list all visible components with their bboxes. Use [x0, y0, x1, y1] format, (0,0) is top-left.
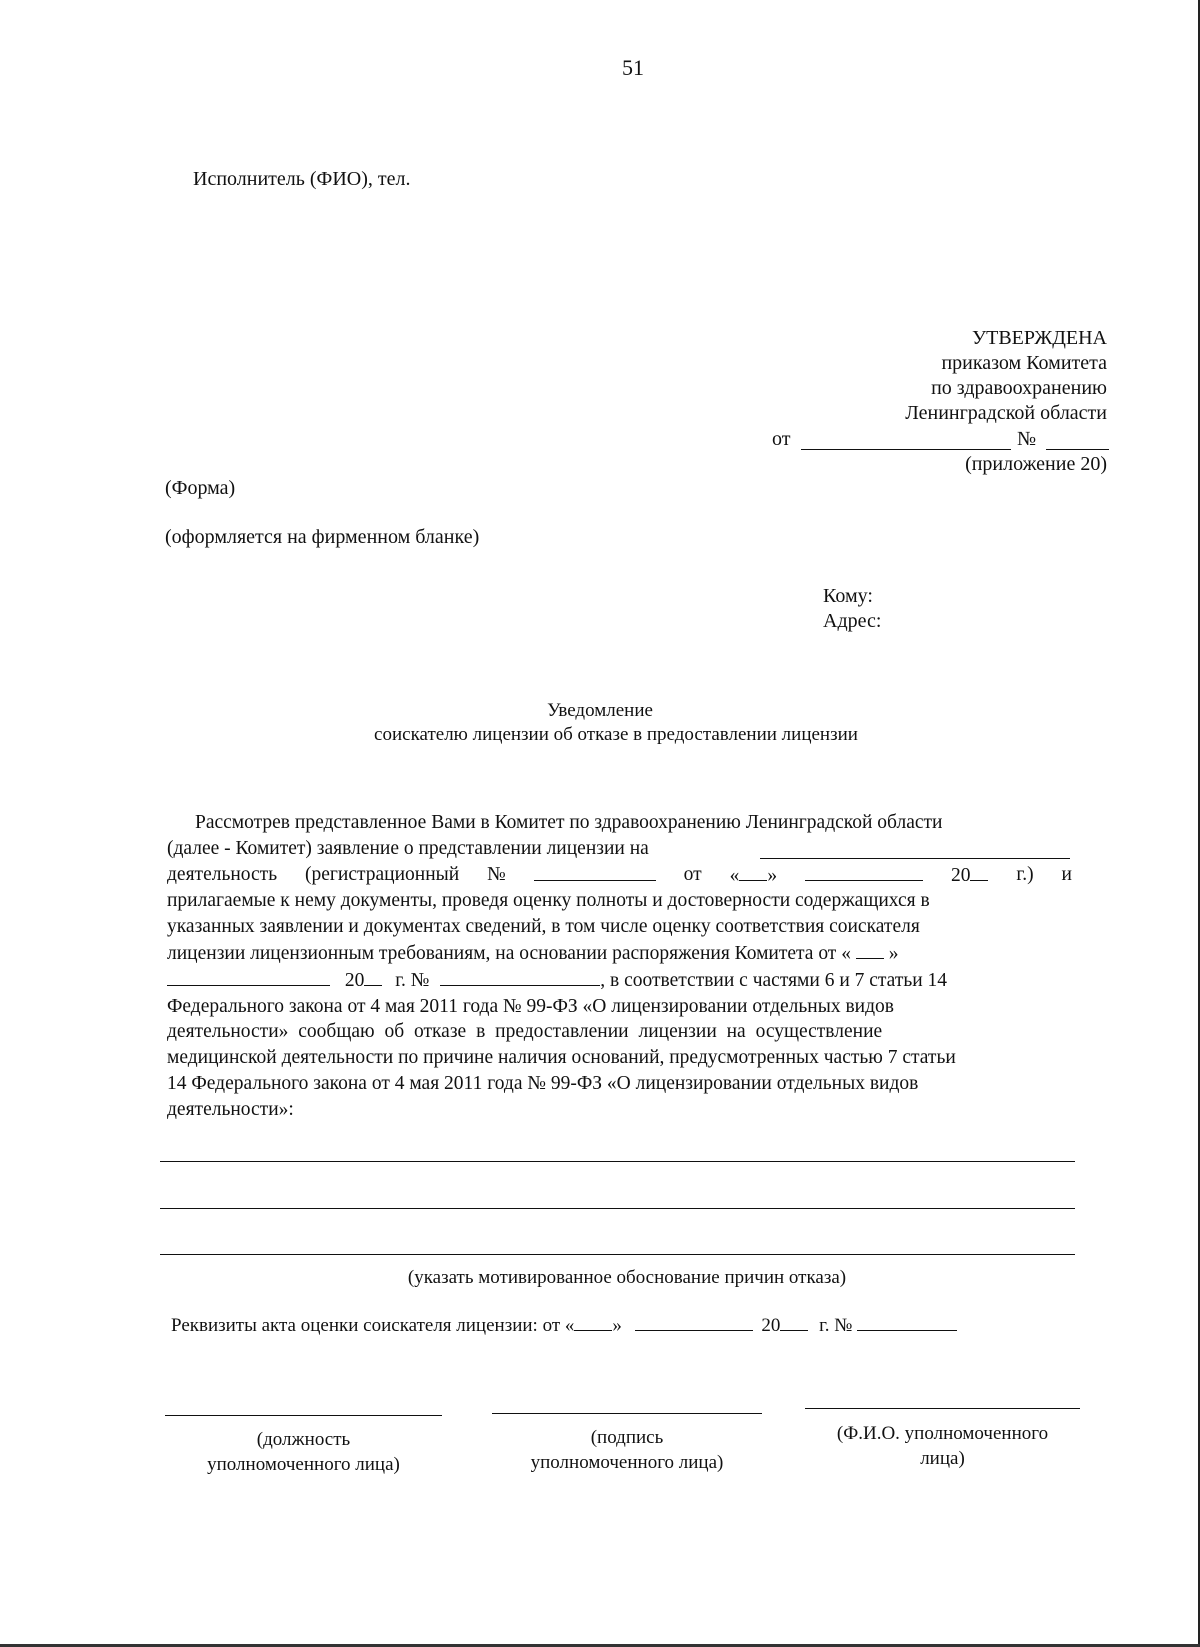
act-number-label: г. №	[819, 1315, 853, 1336]
form-label: (Форма)	[165, 477, 236, 499]
body-line-6-text: лицензии лицензионным требованиям, на основании распоряжения Комитета от «	[167, 942, 851, 964]
body-line-9: деятельности» сообщаю об отказе в предоставлении лицензии на осуществление	[167, 1021, 883, 1043]
body-line-2-text: (далее - Комитет) заявление о представлении лицензии на	[167, 837, 649, 859]
act-month-blank	[635, 1312, 753, 1331]
reason-line-3	[160, 1254, 1075, 1255]
body-paragraph	[167, 810, 1072, 1123]
body-line-10: медицинской деятельности по причине наличия оснований, предусмотренных частью 7 статьи	[167, 1047, 956, 1069]
body-line-11: 14 Федерального закона от 4 мая 2011 года № 99-ФЗ «О лицензировании отдельных видов	[167, 1072, 919, 1094]
body-line-1: Рассмотрев представленное Вами в Комитет по здравоохранению Ленинградской области	[195, 812, 943, 833]
signature-position-label-1: (должность	[256, 1429, 351, 1450]
heading-subtitle: соискателю лицензии об отказе в предоставлении лицензии	[374, 724, 858, 745]
act-line	[171, 1312, 957, 1338]
approval-date-blank	[801, 449, 1011, 450]
body-line-3-d: от	[683, 863, 702, 885]
body-line-3-g: 20	[950, 864, 971, 886]
body-line-3-i: и	[1061, 863, 1072, 885]
body-line-6	[167, 940, 1072, 967]
body-line-3	[167, 862, 1072, 889]
body-line-3-f: »	[767, 864, 778, 886]
signature-sign-line	[492, 1413, 762, 1414]
recipient-to: Кому:	[823, 585, 873, 607]
executor-line: Исполнитель (ФИО), тел.	[193, 168, 411, 190]
body-line-3-c: №	[487, 863, 506, 885]
signature-name-line	[805, 1408, 1080, 1409]
body-line-4: прилагаемые к нему документы, проведя оценку полноты и достоверности содержащихся в	[167, 890, 930, 912]
order-number-blank	[440, 967, 600, 986]
act-year-blank	[780, 1312, 808, 1331]
body-line-8: Федерального закона от 4 мая 2011 года № 99-ФЗ «О лицензировании отдельных видов	[167, 995, 894, 1017]
application-month-blank	[805, 862, 923, 881]
approval-line-1: приказом Комитета	[941, 352, 1107, 374]
approval-line-2: по здравоохранению	[931, 377, 1107, 399]
order-year-blank	[364, 967, 382, 986]
signature-position-line	[165, 1415, 442, 1416]
act-day-blank	[574, 1312, 612, 1331]
signature-sign-label-2: уполномоченного лица)	[530, 1452, 724, 1473]
body-line-7-c: , в соответствии с частями 6 и 7 статьи 14	[600, 969, 948, 991]
body-line-12: деятельности»:	[167, 1098, 294, 1120]
act-number-blank	[857, 1312, 957, 1331]
act-label: Реквизиты акта оценки соискателя лицензии: от «	[171, 1315, 575, 1336]
body-line-2	[167, 836, 1072, 862]
body-line-3-h: г.)	[1016, 863, 1034, 885]
act-year: 20	[761, 1315, 781, 1336]
letterhead-note: (оформляется на фирменном бланке)	[165, 526, 480, 548]
reason-line-2	[160, 1208, 1075, 1209]
signature-name-label-2: лица)	[920, 1448, 965, 1469]
application-year-blank	[970, 862, 988, 881]
recipient-address: Адрес:	[823, 610, 882, 632]
approval-number-blank	[1046, 449, 1109, 450]
body-line-7-a: 20	[344, 969, 365, 991]
signature-sign-label-1: (подпись	[590, 1427, 664, 1448]
approval-appendix: (приложение 20)	[965, 453, 1107, 475]
registration-number-blank	[534, 862, 656, 881]
body-line-7-b: г. №	[395, 969, 430, 991]
heading-title: Уведомление	[547, 700, 653, 721]
page-number: 51	[622, 55, 644, 80]
body-line-6-end: »	[888, 942, 899, 964]
approval-line-3: Ленинградской области	[905, 402, 1107, 424]
order-month-blank	[167, 967, 330, 986]
body-line-3-a: деятельность	[167, 863, 278, 885]
order-day-blank	[856, 940, 884, 959]
signature-name-label-1: (Ф.И.О. уполномоченного	[836, 1423, 1049, 1444]
body-line-3-e: «	[729, 864, 740, 886]
approval-title: УТВЕРЖДЕНА	[971, 327, 1107, 349]
license-type-blank	[760, 840, 1070, 859]
reason-caption: (указать мотивированное обоснование причин отказа)	[407, 1267, 847, 1288]
act-close-quote: »	[612, 1315, 622, 1336]
approval-date-prefix: от	[772, 428, 791, 450]
body-line-3-b: (регистрационный	[305, 863, 460, 885]
signature-position-label-2: уполномоченного лица)	[207, 1454, 400, 1475]
approval-number-sign: №	[1017, 428, 1037, 450]
body-line-5: указанных заявлении и документах сведений, в том числе оценку соответствия соискателя	[167, 916, 920, 938]
reason-line-1	[160, 1161, 1075, 1162]
application-day-blank	[739, 862, 767, 881]
body-line-7	[167, 967, 1072, 994]
